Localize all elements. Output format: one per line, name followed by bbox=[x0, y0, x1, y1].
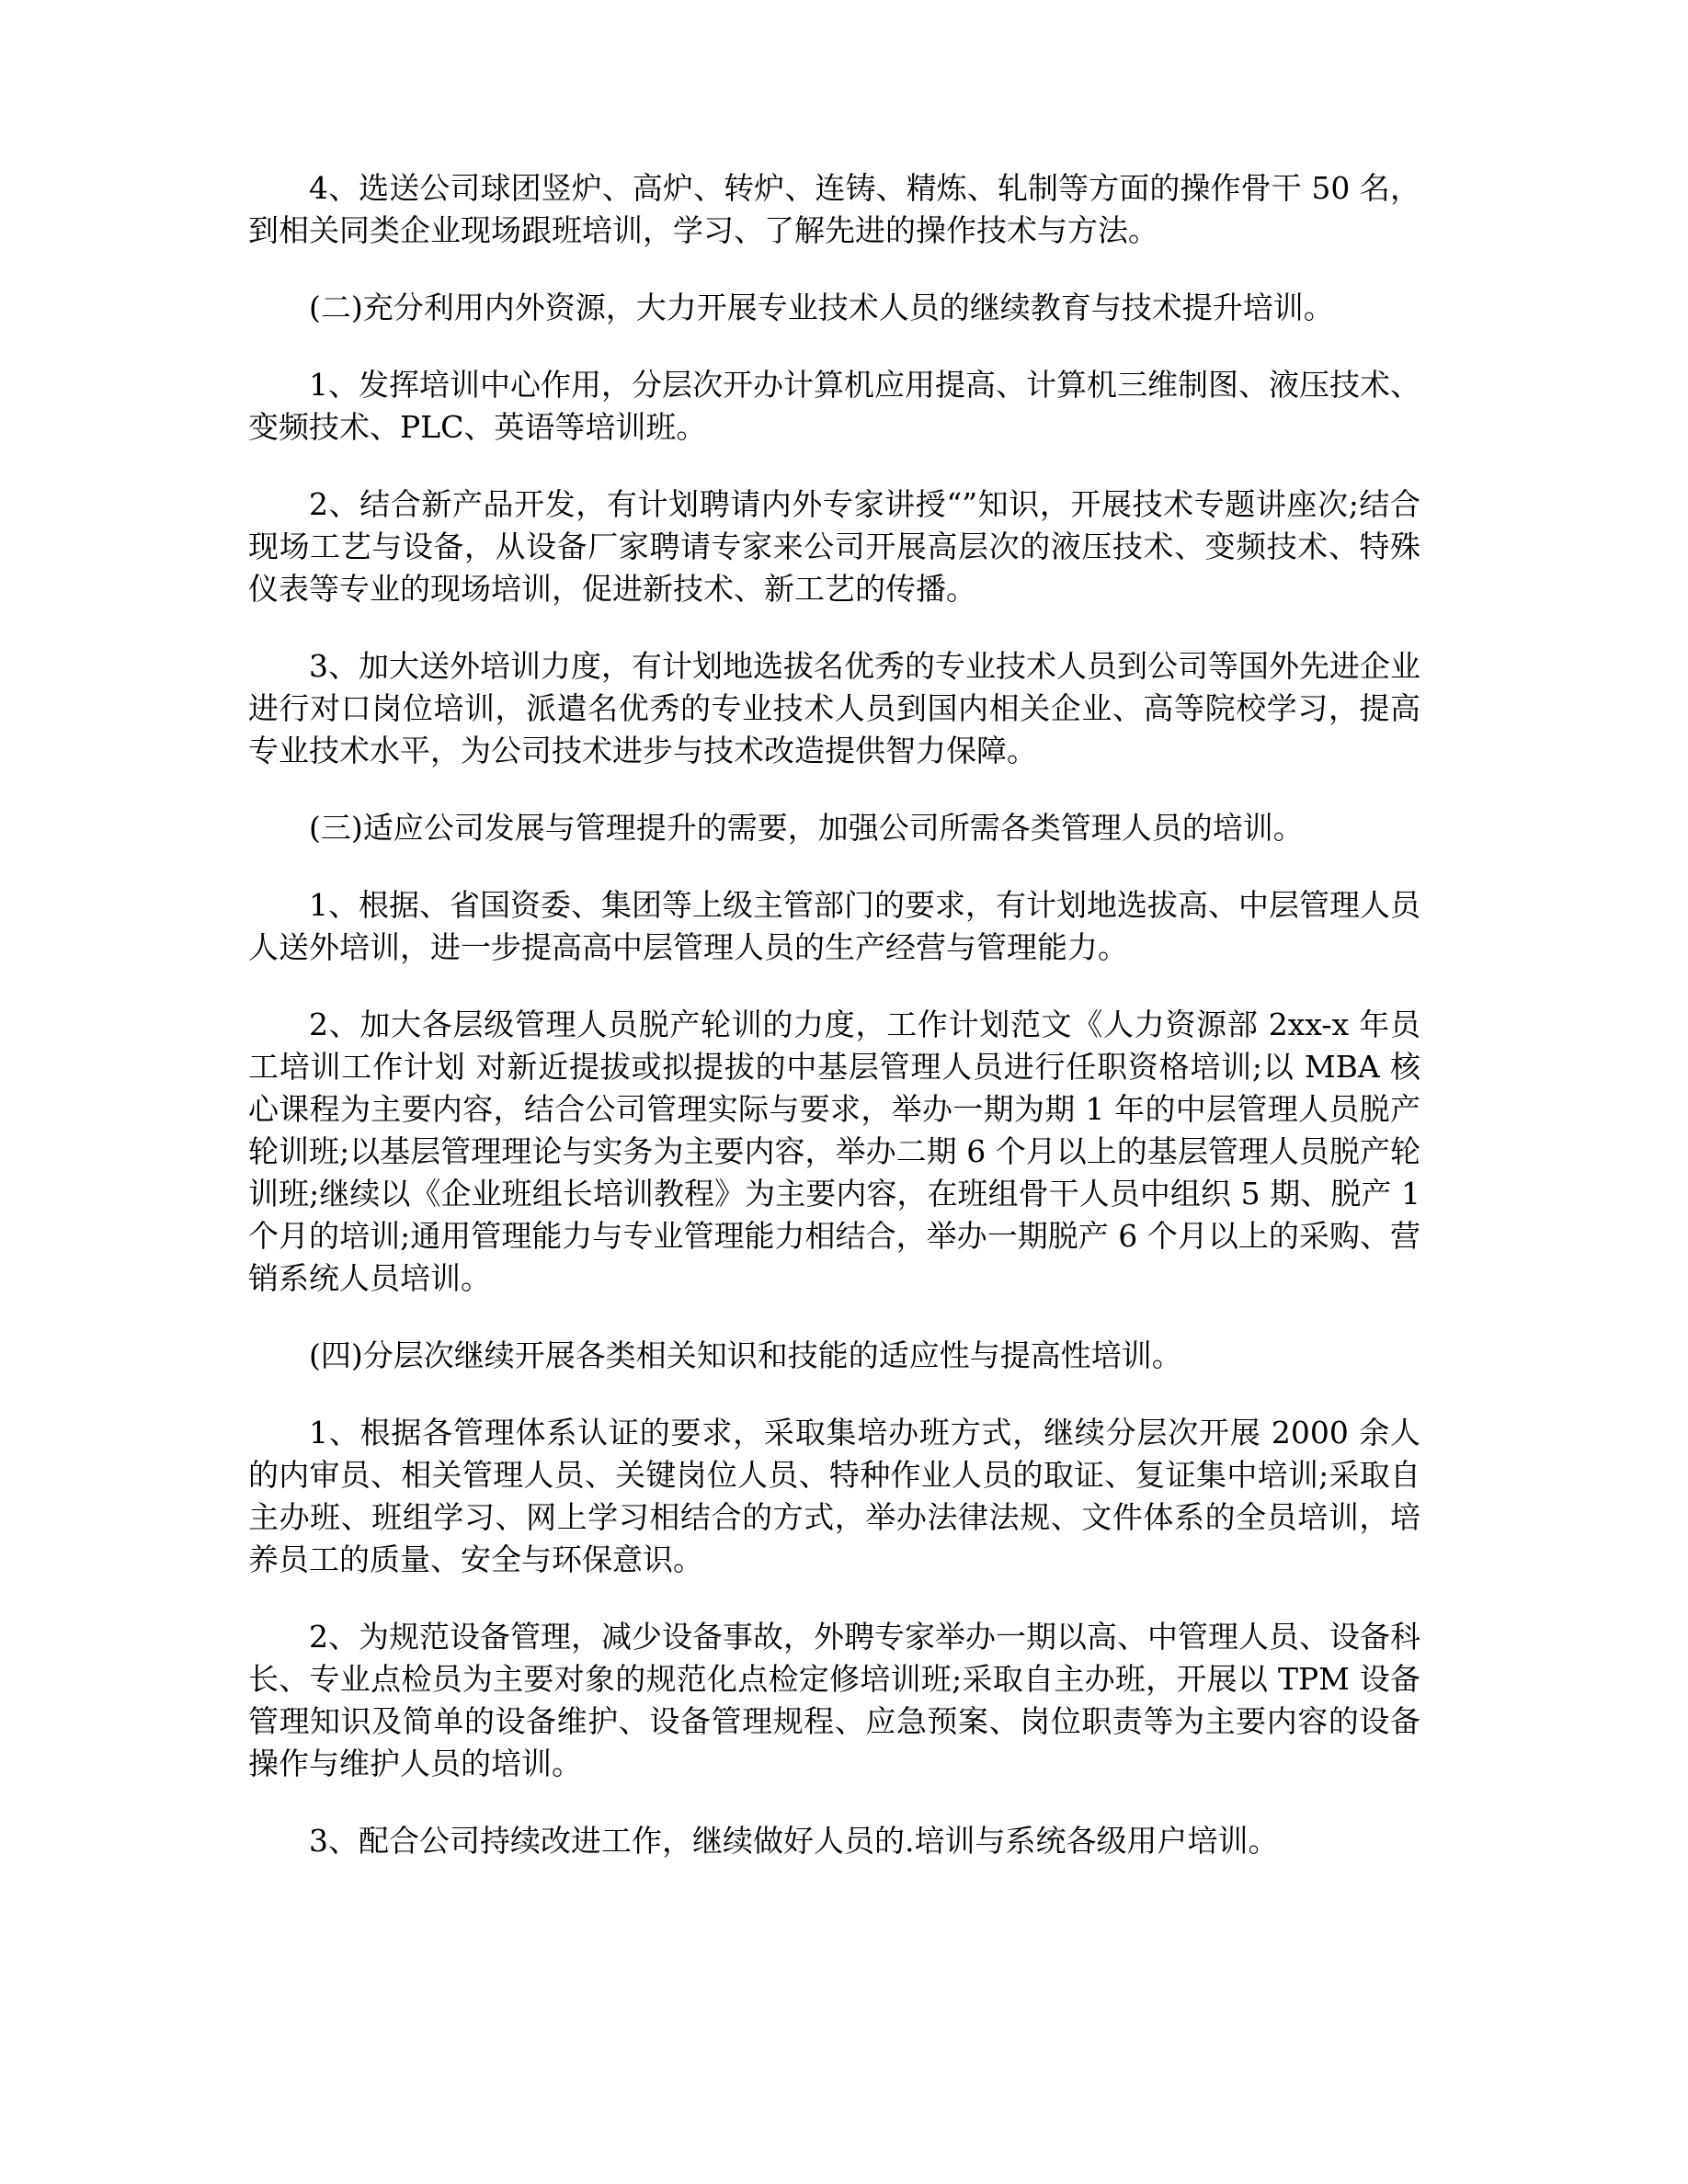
paragraph-12: 3、配合公司持续改进工作，继续做好人员的.培训与系统各级用户培训。 bbox=[309, 1823, 1279, 1859]
paragraph-8: 2、加大各层级管理人员脱产轮训的力度，工作计划范文《人力资源部 2xx-x 年员工培训工作计划 对新近提拔或拟提拔的中基层管理人员进行任职资格培训;以 MBA 核心课程为主要内容，结合公司管理实际与要求，举办一期为期 1 年的中层管理人员脱产轮训班;以基层管理理论与实务为主要内容，举办二期 6 个月以上的基层管理人员脱产轮训班;继续以《企业班组长培训教程》为主要内容，在班组骨干人员中组织 5 期、脱产 1 个月的培训;通用管理能力与专业管理能力相结合，举办一期脱产 6 个月以上的采购、营销系统人员培训。 bbox=[248, 1007, 1431, 1296]
paragraph-5: 3、加大送外培训力度，有计划地选拔名优秀的专业技术人员到公司等国外先进企业进行对口岗位培训，派遣名优秀的专业技术人员到国内相关企业、高等院校学习，提高专业技术水平，为公司技术进步与技术改造提供智力保障。 bbox=[248, 648, 1420, 768]
paragraph-9: (四)分层次继续开展各类相关知识和技能的适应性与提高性培训。 bbox=[309, 1337, 1182, 1373]
document-body bbox=[248, 167, 1431, 1897]
paragraph-3: 1、发挥培训中心作用，分层次开办计算机应用提高、计算机三维制图、液压技术、变频技术、PLC、英语等培训班。 bbox=[248, 367, 1420, 445]
paragraph-11: 2、为规范设备管理，减少设备事故，外聘专家举办一期以高、中管理人员、设备科长、专业点检员为主要对象的规范化点检定修培训班;采取自主办班，开展以 TPM 设备管理知识及简单的设备维护、设备管理规程、应急预案、岗位职责等为主要内容的设备操作与维护人员的培训。 bbox=[248, 1619, 1420, 1781]
paragraph-6: (三)适应公司发展与管理提升的需要，加强公司所需各类管理人员的培训。 bbox=[309, 810, 1304, 846]
paragraph-1: 4、选送公司球团竖炉、高炉、转炉、连铸、精炼、轧制等方面的操作骨干 50 名，到相关同类企业现场跟班培训，学习、了解先进的操作技术与方法。 bbox=[248, 170, 1420, 248]
paragraph-2: (二)充分利用内外资源，大力开展专业技术人员的继续教育与技术提升培训。 bbox=[309, 290, 1334, 325]
paragraph-10: 1、根据各管理体系认证的要求，采取集培办班方式，继续分层次开展 2000 余人的内审员、相关管理人员、关键岗位人员、特种作业人员的取证、复证集中培训;采取自主办班、班组学习、网上学习相结合的方式，举办法律法规、文件体系的全员培训，培养员工的质量、安全与环保意识。 bbox=[248, 1415, 1420, 1577]
paragraph-7: 1、根据、省国资委、集团等上级主管部门的要求，有计划地选拔高、中层管理人员人送外培训，进一步提高高中层管理人员的生产经营与管理能力。 bbox=[248, 887, 1420, 965]
paragraph-4: 2、结合新产品开发，有计划聘请内外专家讲授“”知识，开展技术专题讲座次;结合现场工艺与设备，从设备厂家聘请专家来公司开展高层次的液压技术、变频技术、特殊仪表等专业的现场培训，促进新技术、新工艺的传播。 bbox=[248, 486, 1420, 607]
